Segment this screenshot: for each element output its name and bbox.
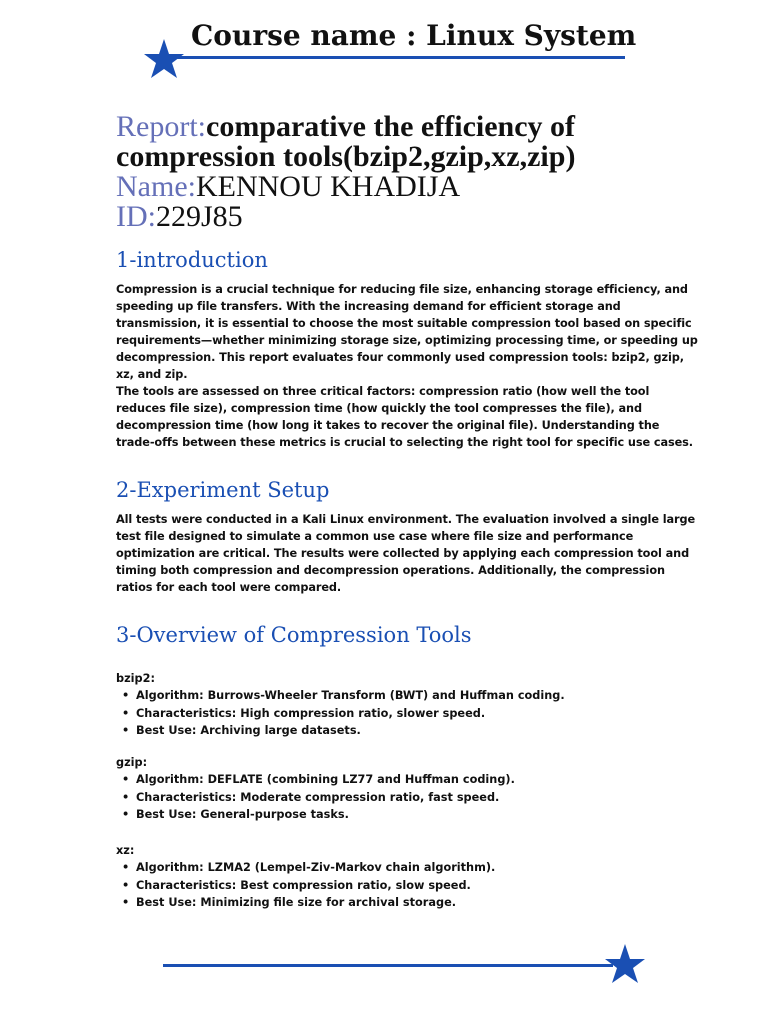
- name-label: Name:: [116, 170, 196, 203]
- setup-paragraph: All tests were conducted in a Kali Linux environment. The evaluation involved a single large test file designed to simulate a common use case where file size and performance optimization are critical. The results were collected by applying each compression tool and timing both compression and decompression operations. Additionally, the compression ratios for each tool were compared.: [116, 513, 696, 594]
- tool-gzip: [116, 754, 696, 823]
- star-icon-bottom: [604, 943, 646, 985]
- id-line: [116, 202, 736, 232]
- list-item: • Best Use: Archiving large datasets.: [136, 722, 696, 739]
- list-item: • Characteristics: Best compression ratio, slow speed.: [136, 877, 696, 894]
- tool-details-list: [116, 687, 696, 739]
- tool-xz: [116, 842, 696, 911]
- list-item: • Algorithm: DEFLATE (combining LZ77 and Huffman coding).: [136, 771, 696, 788]
- list-item: • Algorithm: LZMA2 (Lempel-Ziv-Markov chain algorithm).: [136, 859, 696, 876]
- tool-name: gzip:: [116, 756, 148, 769]
- name-value: KENNOU KHADIJA: [195, 170, 461, 203]
- star-icon-top: [143, 38, 185, 80]
- header-divider: [170, 56, 625, 59]
- list-item: • Characteristics: Moderate compression ratio, fast speed.: [136, 789, 696, 806]
- intro-p1-text: Compression is a crucial technique for reducing file size, enhancing storage efficiency, and speeding up file transfers. With the increasing demand for efficient storage and transmission, it is essential to choose the most suitable compression tool based on specific requirements—whether minimizing storage size, optimizing processing time, or speeding up decompression. This report evaluates four commonly used compression tools: bzip2, gzip, xz, and zip.: [116, 283, 698, 381]
- footer-divider: [163, 964, 613, 967]
- course-title: Course name : Linux System: [191, 19, 637, 52]
- report-line-2: [116, 142, 736, 172]
- id-label: ID:: [116, 200, 156, 233]
- id-value: 229J85: [156, 200, 243, 233]
- list-item: • Best Use: General-purpose tasks.: [136, 806, 696, 823]
- report-header: [116, 112, 736, 232]
- intro-heading: 1-introduction: [116, 248, 268, 272]
- tool-name: bzip2:: [116, 672, 155, 685]
- list-item: • Characteristics: High compression ratio, slower speed.: [136, 705, 696, 722]
- intro-p2-text: The tools are assessed on three critical factors: compression ratio (how well the tool reduces file size), compression time (how quickly the tool compresses the file), and decompression time (how long it takes to recover the original file). Understanding the trade-offs between these metrics is crucial to selecting the right tool for specific use cases.: [116, 385, 693, 449]
- report-title-line2: compression tools(bzip2,gzip,xz,zip): [116, 140, 576, 173]
- tool-details-list: [116, 771, 696, 823]
- tool-bzip2: [116, 670, 696, 739]
- report-line-1: [116, 112, 736, 142]
- overview-heading: 3-Overview of Compression Tools: [116, 623, 472, 647]
- list-item: • Best Use: Minimizing file size for archival storage.: [136, 894, 696, 911]
- name-line: [116, 172, 736, 202]
- tool-name: xz:: [116, 844, 135, 857]
- tool-details-list: [116, 859, 696, 911]
- list-item: • Algorithm: Burrows-Wheeler Transform (BWT) and Huffman coding.: [136, 687, 696, 704]
- setup-heading: 2-Experiment Setup: [116, 478, 330, 502]
- report-title-line1: comparative the efficiency of: [206, 110, 576, 143]
- intro-paragraph-1: [116, 281, 700, 451]
- report-label: Report:: [116, 110, 206, 143]
